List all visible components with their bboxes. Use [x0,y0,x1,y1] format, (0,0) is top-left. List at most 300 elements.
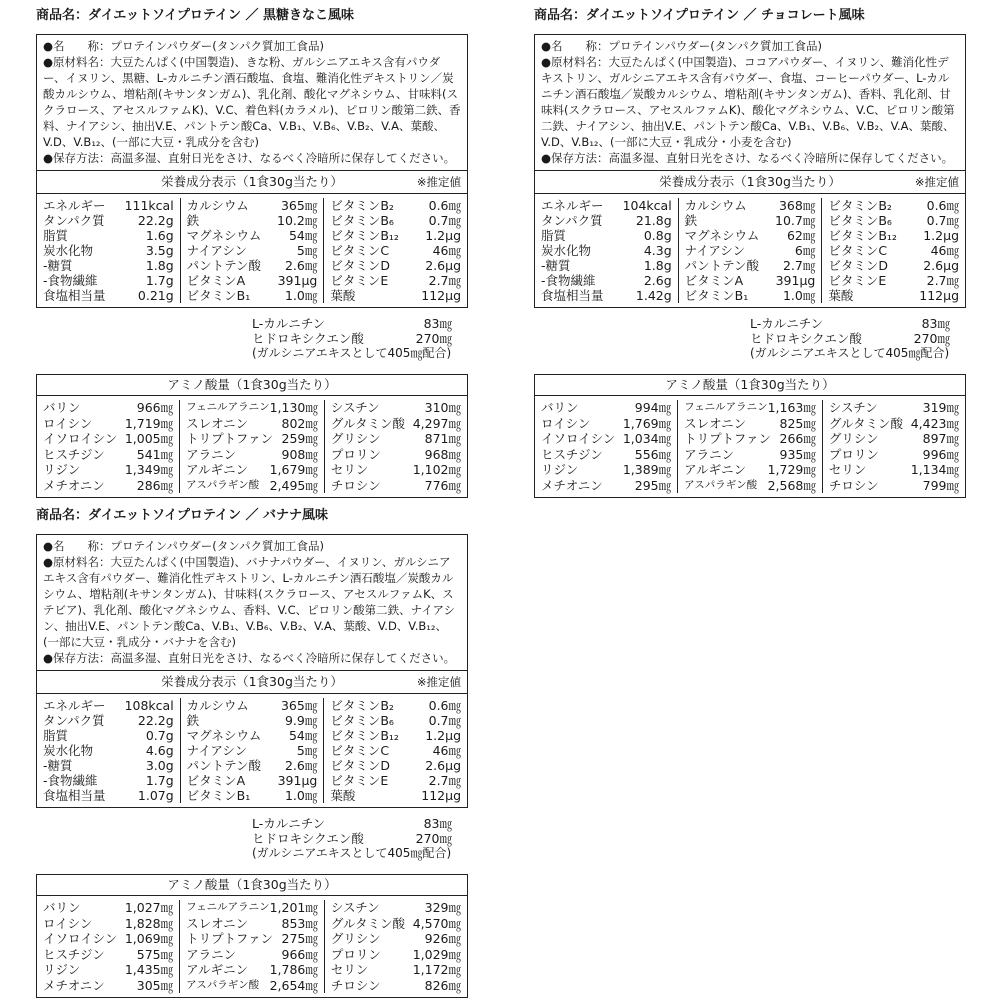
amino-name: グルタミン酸 [330,415,406,431]
nutrition-row [43,198,174,213]
nutrient-name: 脂質 [43,228,69,243]
nutrition-header [37,671,467,694]
nutrition-row [541,243,672,258]
nutrition-row [541,213,672,228]
supplement-row [750,331,950,346]
nutrient-value: 2.6㎎ [284,758,318,773]
nutrient-name: タンパク質 [541,213,603,228]
nutrition-row [685,228,816,243]
nutrient-name: 葉酸 [330,288,356,303]
amino-value: 1,130㎎ [269,400,318,415]
nutrition-row [685,288,816,303]
amino-value: 1,027㎎ [124,900,174,915]
amino-name: トリプトファン [186,931,273,946]
product-name-line: ●名 称：プロテインパウダー(タンパク質加工食品) [43,539,324,553]
amino-name: シスチン [330,400,380,415]
amino-row [829,431,959,447]
nutrition-row [187,243,318,258]
ingredients-box [534,34,966,171]
nutrition-title: 栄養成分表示（1食30g当たり） [659,174,841,189]
amino-row [43,462,173,478]
amino-name: アスパラギン酸 [186,478,260,491]
amino-name: アラニン [684,446,735,462]
amino-row [331,462,461,478]
amino-grid [37,396,467,497]
supplement-value: 270㎎ [415,331,452,346]
nutrition-col-1 [37,198,181,303]
amino-header: アミノ酸量（1食30g当たり） [37,875,467,896]
nutrition-row [187,213,318,228]
amino-name: グリシン [330,431,381,446]
nutrient-name: ビタミンB₆ [828,213,892,228]
amino-name: チロシン [330,477,381,493]
nutrition-title: 栄養成分表示（1食30g当たり） [161,174,343,189]
nutrient-value: 2.7㎎ [926,273,960,288]
nutrient-value: 1.8g [643,258,672,273]
amino-name: アスパラギン酸 [684,478,758,491]
amino-row [829,462,959,478]
amino-value: 996㎎ [922,446,959,462]
amino-value: 994㎎ [634,400,672,415]
amino-value: 2,568㎎ [767,477,816,493]
nutrient-name: ビタミンB₆ [330,213,394,228]
nutrient-value: 4.3g [643,243,672,258]
amino-value: 310㎎ [424,400,461,415]
amino-row [541,431,671,447]
amino-row [186,947,318,963]
nutrition-row [828,228,959,243]
nutrient-value: 2.6μg [425,258,462,273]
amino-col-2 [180,900,325,993]
nutrient-name: マグネシウム [186,228,262,243]
nutrient-name: ビタミンA [186,773,246,788]
nutrition-table [36,671,468,808]
nutrient-name: パントテン酸 [684,258,760,273]
amino-acid-table [36,874,468,998]
garcinia-note: (ガルシニアエキスとして405㎎配合) [252,346,452,360]
amino-value: 1,769㎎ [622,415,672,431]
nutrient-value: 1.42g [635,288,672,303]
nutrition-row [43,788,174,803]
amino-col-2 [678,400,823,493]
nutrient-name: ビタミンB₂ [828,198,892,213]
nutrition-row [685,198,816,213]
nutrient-value: 112μg [421,288,462,303]
amino-name: ロイシン [541,415,591,431]
nutrition-row [187,788,318,803]
amino-name: ロイシン [43,415,93,431]
nutrient-value: 62㎎ [786,228,816,243]
nutrition-row [187,258,318,273]
nutrient-name: ビタミンE [330,273,389,288]
nutrition-row [330,258,461,273]
amino-row [43,947,173,963]
nutrition-row [43,228,174,243]
nutrient-value: 391μg [277,273,318,288]
nutrient-name: ビタミンD [330,258,390,273]
nutrition-grid [535,194,965,307]
amino-row [331,400,461,416]
nutrient-value: 46㎎ [432,243,462,258]
amino-name: ロイシン [43,915,93,931]
amino-value: 319㎎ [922,400,959,415]
garcinia-note: (ガルシニアエキスとして405㎎配合) [750,346,950,360]
amino-name: トリプトファン [684,431,771,446]
label-kokuto-kinako [36,6,468,498]
amino-name: スレオニン [186,415,249,431]
supplement-row [252,831,452,846]
nutrient-name: ビタミンB₁ [684,288,749,303]
nutrient-name: 食塩相当量 [43,788,106,803]
ingredients-line: ●原材料名：大豆たんぱく(中国製造)、きな粉、ガルシニアエキス含有パウダー、イヌリン、黒糖、L-カルニチン酒石酸塩、食塩、難消化性デキストリン／炭酸カルシウム、増粘剤(キサンタンガム)、乳化剤、酸化マグネシウム、甘味料(スクラロース、アセスルファムK)、V.C、着色料(カラメル)、ピロリン酸第二鉄、香料、ナイアシン、抽出V.E、パントテン酸Ca、V.B₁、V.B₆、V.B₂、V.A、葉酸、V.D、V.B₁₂、(一部に大豆・乳成分を含む) [43,55,461,149]
nutrient-value: 0.7㎎ [926,213,960,228]
supplement-value: 83㎎ [423,316,452,331]
amino-value: 908㎎ [281,446,318,462]
amino-value: 776㎎ [424,477,461,493]
nutrient-name: ビタミンD [828,258,888,273]
ingredients-line: ●原材料名：大豆たんぱく(中国製造)、バナナパウダー、イヌリン、ガルシニアエキス含有パウダー、難消化性デキストリン、L-カルニチン酒石酸塩／炭酸カルシウム、増粘剤(キサンタンガム)、甘味料(スクラロース、アセスルファムK、ステビア)、乳化剤、酸化マグネシウム、香料、V.C、ピロリン酸第二鉄、ナイアシン、抽出V.E、パントテン酸Ca、V.B₁、V.B₆、V.B₂、V.A、葉酸、V.D、V.B₁₂、(一部に大豆・乳成分・バナナを含む) [43,555,456,649]
amino-row [186,462,318,478]
nutrition-row [685,243,816,258]
nutrition-row [330,198,461,213]
nutrition-row [828,198,959,213]
storage-line: ●保存方法：高温多湿、直射日光をさけ、なるべく冷暗所に保存してください。 [541,151,954,165]
product-name-line: ●名 称：プロテインパウダー(タンパク質加工食品) [541,39,822,53]
amino-value: 2,654㎎ [269,977,318,993]
nutrient-name: ビタミンB₁ [186,288,251,303]
nutrient-name: 鉄 [186,713,200,728]
amino-name: フェニルアラニン [186,901,270,913]
amino-row [331,416,461,432]
nutrition-row [828,213,959,228]
amino-row [684,400,816,416]
nutrient-value: 112μg [919,288,960,303]
amino-value: 266㎎ [779,431,816,446]
amino-row [43,978,173,994]
amino-value: 1,134㎎ [910,462,959,477]
nutrient-value: 104kcal [622,198,672,213]
nutrient-value: 22.2g [137,213,174,228]
amino-name: グルタミン酸 [330,915,406,931]
nutrient-value: 0.6㎎ [926,198,960,213]
amino-value: 1,719㎎ [124,415,174,431]
amino-name: ヒスチジン [541,446,603,462]
product-name-line: ●名 称：プロテインパウダー(タンパク質加工食品) [43,39,324,53]
nutrient-value: 54㎎ [288,728,318,743]
amino-name: スレオニン [684,415,747,431]
nutrient-name: 葉酸 [828,288,854,303]
label-title: 商品名：ダイエットソイプロテイン ／ 黒糖きなこ風味 [36,8,355,23]
nutrition-row [43,213,174,228]
nutrient-value: 46㎎ [432,743,462,758]
amino-name: リジン [43,462,81,477]
supplement-value: 270㎎ [415,831,452,846]
amino-row [331,478,461,494]
nutrition-header [535,171,965,194]
nutrient-name: パントテン酸 [186,758,262,773]
nutrient-name: 脂質 [43,728,69,743]
nutrient-value: 391μg [775,273,816,288]
nutrient-name: エネルギー [43,698,106,713]
amino-name: セリン [828,462,867,477]
amino-row [43,447,173,463]
nutrient-name: ビタミンB₁ [186,788,251,803]
nutrition-row [330,698,461,713]
nutrient-name: マグネシウム [684,228,760,243]
amino-row [43,416,173,432]
amino-value: 1,102㎎ [412,462,461,477]
amino-row [684,416,816,432]
nutrition-row [187,698,318,713]
amino-row [829,400,959,416]
nutrient-name: ビタミンE [330,773,389,788]
storage-line: ●保存方法：高温多湿、直射日光をさけ、なるべく冷暗所に保存してください。 [43,151,456,165]
amino-name: チロシン [330,977,381,993]
nutrition-row [43,743,174,758]
supplement-name: ヒドロキシクエン酸 [252,831,364,846]
nutrition-row [330,728,461,743]
nutrition-row [330,713,461,728]
nutrient-value: 1.6g [145,228,174,243]
nutrient-value: 2.6g [643,273,672,288]
supplement-row [252,331,452,346]
supplement-row [252,816,452,831]
amino-name: グリシン [828,431,879,446]
amino-row [186,916,318,932]
nutrient-name: ビタミンC [330,743,390,758]
amino-value: 556㎎ [634,446,672,462]
nutrient-name: -食物繊維 [43,773,98,788]
amino-name: プロリン [828,446,879,462]
nutrition-row [187,198,318,213]
amino-value: 897㎎ [922,431,959,446]
amino-row [43,900,173,916]
nutrient-name: ビタミンD [330,758,390,773]
supplement-value: 270㎎ [913,331,950,346]
nutrient-value: 1.2μg [923,228,960,243]
nutrient-value: 1.07g [137,788,174,803]
amino-row [684,447,816,463]
amino-name: トリプトファン [186,431,273,446]
amino-value: 1,389㎎ [622,462,672,477]
amino-col-3 [325,900,467,993]
nutrition-row [685,213,816,228]
nutrient-name: ビタミンC [828,243,888,258]
nutrition-col-2 [181,198,325,303]
amino-name: バリン [43,400,81,415]
estimate-note: ※推定値 [416,675,461,689]
supplement-block [252,316,452,360]
nutrition-grid [37,694,467,807]
amino-name: アルギニン [186,962,249,977]
amino-header: アミノ酸量（1食30g当たり） [37,375,467,396]
amino-row [331,900,461,916]
amino-row [43,962,173,978]
nutrient-name: カルシウム [684,198,747,213]
amino-header: アミノ酸量（1食30g当たり） [535,375,965,396]
nutrition-col-1 [535,198,679,303]
nutrition-row [828,243,959,258]
amino-row [43,431,173,447]
amino-name: リジン [541,462,579,477]
amino-row [186,431,318,447]
nutrient-name: -糖質 [541,258,571,273]
nutrient-name: ビタミンB₂ [330,698,394,713]
nutrient-name: マグネシウム [186,728,262,743]
nutrition-row [187,728,318,743]
nutrient-name: 鉄 [684,213,698,228]
amino-row [186,478,318,494]
nutrient-name: 葉酸 [330,788,356,803]
nutrient-name: 食塩相当量 [43,288,106,303]
amino-col-3 [325,400,467,493]
nutrition-row [43,273,174,288]
amino-row [331,978,461,994]
nutrient-value: 10.7㎎ [775,213,816,228]
amino-row [186,400,318,416]
supplement-value: 83㎎ [423,816,452,831]
nutrient-value: 9.9㎎ [284,713,318,728]
supplement-row [750,316,950,331]
nutrient-value: 2.7㎎ [428,773,462,788]
nutrition-row [43,258,174,273]
amino-name: メチオニン [43,477,105,493]
nutrient-name: ビタミンB₁₂ [828,228,897,243]
amino-row [43,400,173,416]
nutrient-value: 1.2μg [425,228,462,243]
nutrient-name: ナイアシン [186,743,248,758]
supplement-name: ヒドロキシクエン酸 [750,331,862,346]
nutrient-name: 脂質 [541,228,567,243]
nutrient-value: 0.8g [643,228,672,243]
nutrition-row [685,273,816,288]
nutrition-row [828,288,959,303]
supplement-name: L-カルニチン [750,316,824,331]
supplement-name: L-カルニチン [252,316,326,331]
nutrition-row [541,273,672,288]
amino-value: 826㎎ [424,977,461,993]
nutrition-header [37,171,467,194]
nutrient-name: タンパク質 [43,213,105,228]
amino-name: メチオニン [43,977,105,993]
nutrition-row [43,773,174,788]
nutrition-col-3 [324,198,467,303]
nutrient-name: カルシウム [186,198,249,213]
amino-value: 329㎎ [424,900,461,915]
nutrient-name: 炭水化物 [541,243,592,258]
nutrient-value: 111kcal [124,198,174,213]
amino-row [684,431,816,447]
nutrition-row [828,258,959,273]
nutrition-row [330,228,461,243]
amino-name: アルギニン [186,462,249,477]
amino-value: 295㎎ [634,477,672,493]
amino-row [829,478,959,494]
nutrient-value: 4.6g [145,743,174,758]
nutrient-name: エネルギー [541,198,604,213]
ingredients-line: ●原材料名：大豆たんぱく(中国製造)、ココアパウダー、イヌリン、難消化性デキストリン、ガルシニアエキス含有パウダー、食塩、コーヒーパウダー、L-カルニチン酒石酸塩／炭酸カルシウム、増粘剤(キサンタンガム)、香料、乳化剤、甘味料(スクラロース、アセスルファムK)、酸化マグネシウム、V.C、ピロリン酸第二鉄、ナイアシン、抽出V.E、パントテン酸Ca、V.B₁、V.B₆、V.B₂、V.A、葉酸、V.D、V.B₁₂、(一部に大豆・乳成分・小麦を含む) [541,55,955,149]
amino-value: 2,495㎎ [269,477,318,493]
nutrition-grid [37,194,467,307]
amino-name: フェニルアラニン [684,401,768,413]
nutrient-value: 112μg [421,788,462,803]
ingredients-box [36,534,468,671]
amino-name: シスチン [828,400,878,415]
nutrition-row [330,273,461,288]
amino-name: プロリン [330,446,381,462]
nutrition-col-3 [324,698,467,803]
nutrition-row [187,758,318,773]
amino-name: イソロイシン [541,431,616,446]
nutrient-name: エネルギー [43,198,106,213]
amino-value: 1,729㎎ [767,462,816,477]
nutrient-name: -糖質 [43,258,73,273]
nutrition-row [43,728,174,743]
nutrient-name: ビタミンB₁₂ [330,728,399,743]
amino-name: セリン [330,462,369,477]
nutrient-name: -食物繊維 [541,273,596,288]
amino-value: 871㎎ [424,431,461,446]
amino-value: 275㎎ [281,931,318,946]
amino-value: 1,172㎎ [412,962,461,977]
nutrition-row [43,288,174,303]
amino-value: 541㎎ [136,446,174,462]
nutrient-name: ビタミンB₂ [330,198,394,213]
nutrition-row [43,758,174,773]
amino-name: イソロイシン [43,431,118,446]
amino-name: ヒスチジン [43,946,105,962]
nutrient-value: 6㎎ [794,243,816,258]
nutrient-value: 54㎎ [288,228,318,243]
amino-name: バリン [541,400,579,415]
nutrient-name: ビタミンA [684,273,744,288]
amino-col-3 [823,400,965,493]
amino-grid [37,896,467,997]
supplement-block [750,316,950,360]
nutrition-row [330,213,461,228]
nutrient-value: 365㎎ [280,698,318,713]
ingredients-box [36,34,468,171]
nutrient-name: パントテン酸 [186,258,262,273]
nutrient-value: 108kcal [124,698,174,713]
nutrient-value: 2.7㎎ [428,273,462,288]
amino-row [541,400,671,416]
label-chocolate [534,6,966,498]
nutrient-name: 食塩相当量 [541,288,604,303]
nutrition-row [330,788,461,803]
amino-row [43,931,173,947]
amino-value: 575㎎ [136,946,174,962]
storage-line: ●保存方法：高温多湿、直射日光をさけ、なるべく冷暗所に保存してください。 [43,651,456,665]
amino-name: リジン [43,962,81,977]
nutrition-row [43,243,174,258]
nutrient-value: 391μg [277,773,318,788]
supplement-row [252,316,452,331]
nutrition-row [330,773,461,788]
nutrient-value: 0.7㎎ [428,713,462,728]
amino-row [829,416,959,432]
amino-value: 1,163㎎ [767,400,816,415]
nutrition-row [187,743,318,758]
amino-value: 966㎎ [136,400,174,415]
nutrient-value: 1.0㎎ [284,788,318,803]
estimate-note: ※推定値 [914,175,959,189]
amino-row [541,462,671,478]
nutrient-value: 1.7g [145,273,174,288]
nutrient-value: 1.7g [145,773,174,788]
amino-value: 802㎎ [281,415,318,431]
nutrient-name: 炭水化物 [43,743,94,758]
